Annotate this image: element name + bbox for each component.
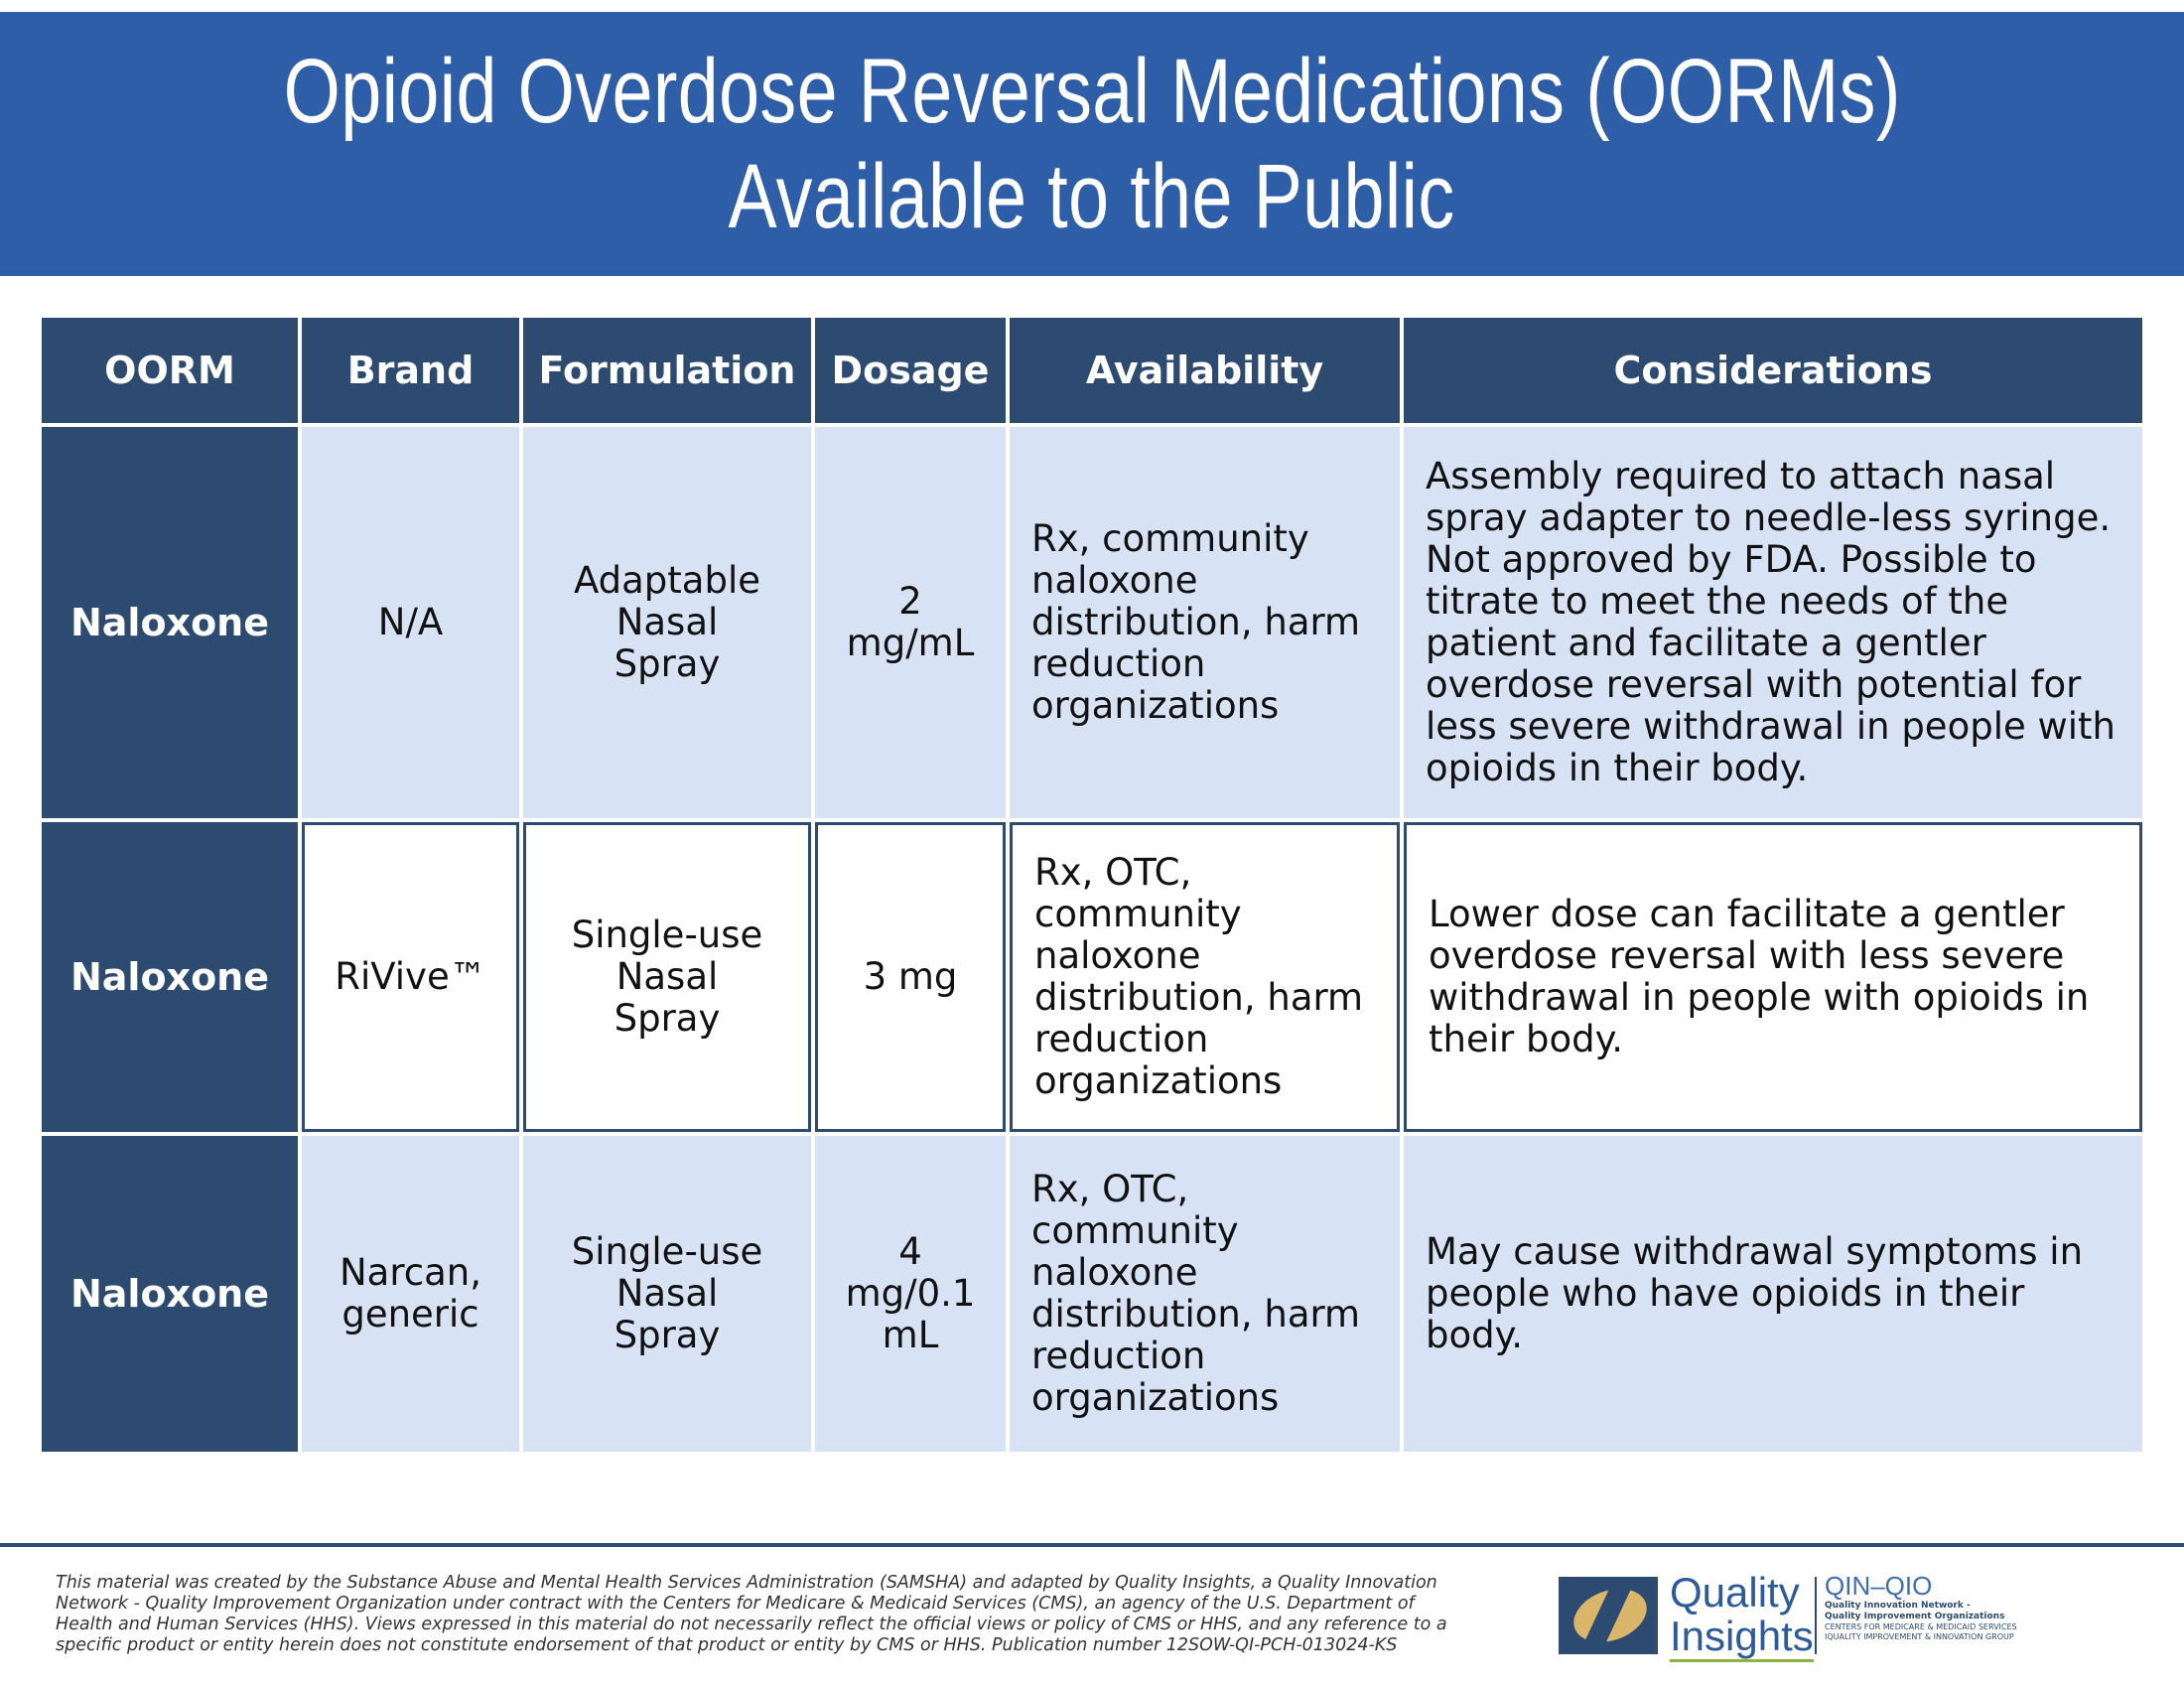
logo-word-quality: Quality	[1670, 1569, 1800, 1616]
logo-mark-icon	[1559, 1577, 1658, 1654]
title-banner	[0, 12, 2184, 276]
table-row-3-dosage: 4 mg/0.1 mL	[815, 1136, 1006, 1452]
logo-wordmark	[1670, 1571, 1814, 1658]
table-row-3-brand: Narcan, generic	[302, 1136, 519, 1452]
table-row-1-dosage: 2 mg/mL	[815, 427, 1006, 818]
column-header-formulation: Formulation	[523, 318, 811, 423]
table-row-2-brand: RiVive™	[302, 822, 519, 1132]
table-row-3-formulation: Single-use Nasal Spray	[523, 1136, 811, 1452]
logo-program	[1825, 1571, 2017, 1642]
column-header-dosage: Dosage	[815, 318, 1006, 423]
table-row-1-availability: Rx, community naloxone distribution, harm reduction organizations	[1010, 427, 1400, 818]
table-row-2-dosage: 3 mg	[815, 822, 1006, 1132]
table-row-2-oorm: Naloxone	[42, 822, 298, 1132]
table-row-2-considerations: Lower dose can facilitate a gentler overdose reversal with less severe withdrawal in people with opioids in their body.	[1404, 822, 2142, 1132]
table-row-3-oorm: Naloxone	[42, 1136, 298, 1452]
quality-insights-logo	[1559, 1571, 2154, 1660]
page-title-line-1: Opioid Overdose Reversal Medications (OORMs)	[283, 41, 1901, 142]
logo-line-2: Quality Improvement Organizations	[1825, 1612, 2005, 1621]
logo-line-4: IQUALITY IMPROVEMENT & INNOVATION GROUP	[1825, 1632, 2014, 1641]
table-row-1-oorm: Naloxone	[42, 427, 298, 818]
table-row-3-availability: Rx, OTC, community naloxone distribution, harm reduction organizations	[1010, 1136, 1400, 1452]
table-row-3-considerations: May cause withdrawal symptoms in people who have opioids in their body.	[1404, 1136, 2142, 1452]
page-title-line-2: Available to the Public	[728, 146, 1456, 247]
footer-divider	[0, 1543, 2184, 1547]
table-row-1-brand: N/A	[302, 427, 519, 818]
logo-separator	[1815, 1577, 1817, 1654]
table-row-2-formulation: Single-use Nasal Spray	[523, 822, 811, 1132]
table-row-1-formulation: Adaptable Nasal Spray	[523, 427, 811, 818]
table-row-2-availability: Rx, OTC, community naloxone distribution, harm reduction organizations	[1010, 822, 1400, 1132]
disclaimer-text: This material was created by the Substance Abuse and Mental Health Services Administration (SAMSHA) and adapted by Quality Insights, a Quality Innovation Network - Quality Improvement Organization under contract with the Centers for Medicare & Medicaid Services (CMS), an agency of the U.S. Department of Health and Human Services (HHS). Views expressed in this material do not necessarily reflect the official views or policy of CMS or HHS, and any reference to a specific product or entity herein does not constitute endorsement of that product or entity by CMS or HHS. Publication number 12SOW-QI-PCH-013024-KS	[56, 1573, 1447, 1655]
column-header-oorm: OORM	[42, 318, 298, 423]
logo-program-name: QIN–QIO	[1825, 1571, 1933, 1601]
logo-word-insights: Insights	[1670, 1613, 1814, 1662]
logo-line-3: CENTERS FOR MEDICARE & MEDICAID SERVICES	[1825, 1622, 2017, 1631]
table-row-1-considerations: Assembly required to attach nasal spray adapter to needle-less syringe. Not approved by FDA. Possible to titrate to meet the needs of the patient and facilitate a gentler overdose reversal with potential for less severe withdrawal in people with opioids in their body.	[1404, 427, 2142, 818]
column-header-considerations: Considerations	[1404, 318, 2142, 423]
column-header-brand: Brand	[302, 318, 519, 423]
oorm-table	[42, 318, 2142, 1452]
logo-line-1: Quality Innovation Network -	[1825, 1601, 1971, 1611]
column-header-availability: Availability	[1010, 318, 1400, 423]
